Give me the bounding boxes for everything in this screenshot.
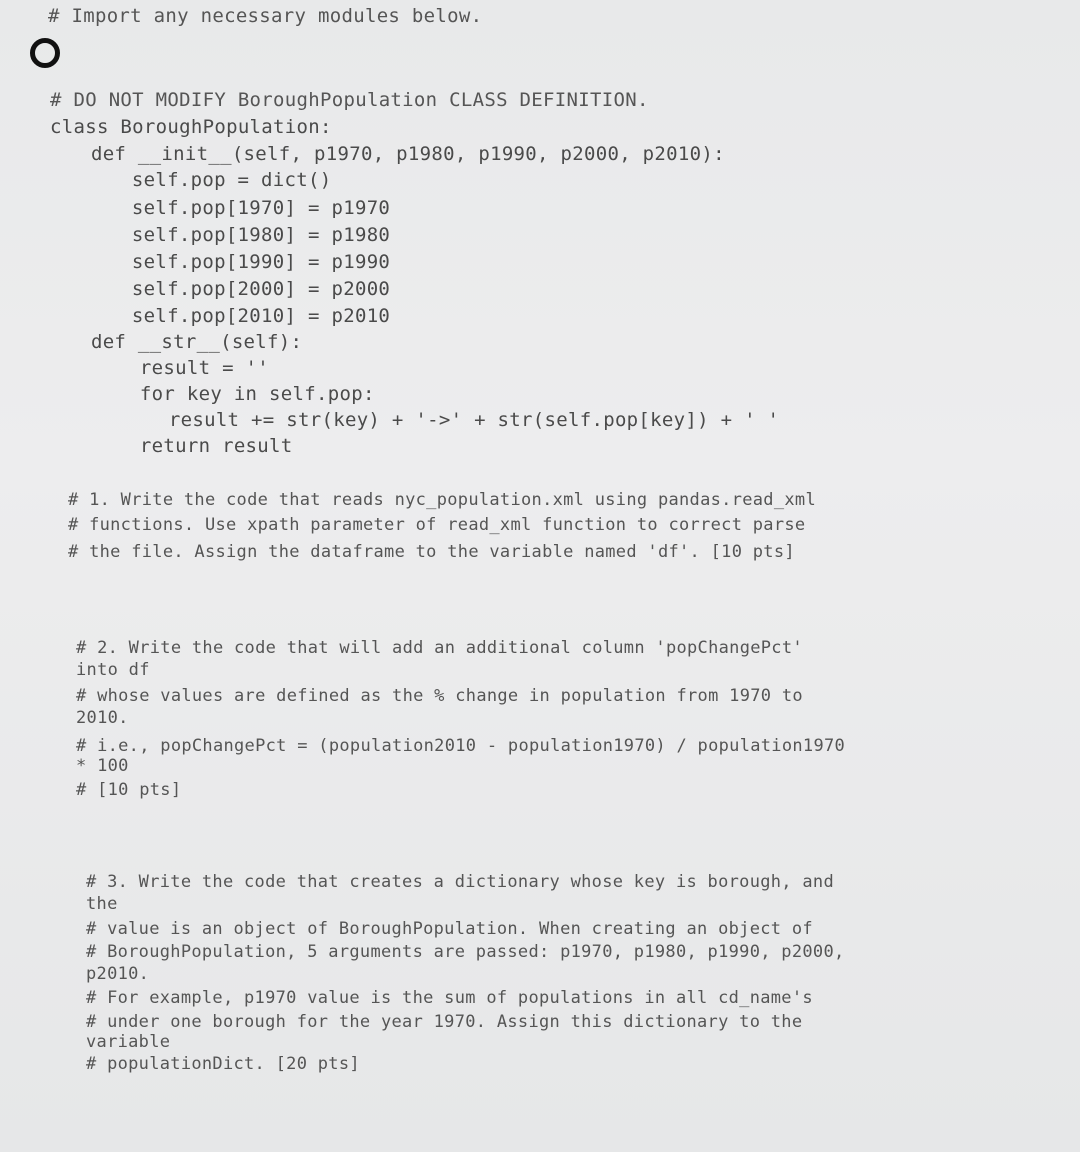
code-line[interactable]: self.pop[1990] = p1990 [38,251,391,273]
q2-comment-line[interactable]: 2010. [76,708,129,728]
code-line[interactable]: def __init__(self, p1970, p1980, p1990, p2000, p2010): [44,143,725,165]
q1-comment-line[interactable]: # 1. Write the code that reads nyc_population.xml using pandas.read_xml [68,490,816,510]
q2-comment-line[interactable]: # i.e., popChangePct = (population2010 - population1970) / population1970 [76,736,846,756]
q2-comment-line[interactable]: into df [76,660,150,680]
q1-comment-line[interactable]: # functions. Use xpath parameter of read_xml function to correct parse [68,515,806,535]
q3-comment-line[interactable]: the [86,894,118,914]
code-line[interactable]: result = '' [46,357,270,379]
code-line[interactable]: class BoroughPopulation: [50,116,332,138]
code-line[interactable]: return result [46,435,293,457]
import-comment-line[interactable]: # Import any necessary modules below. [48,5,483,27]
q3-comment-line[interactable]: # BoroughPopulation, 5 arguments are passed: p1970, p1980, p1990, p2000, [86,942,845,962]
q3-comment-line[interactable]: # value is an object of BoroughPopulation. When creating an object of [86,919,813,939]
q3-comment-line[interactable]: # 3. Write the code that creates a dictionary whose key is borough, and [86,872,834,892]
code-line[interactable]: self.pop[2010] = p2010 [38,305,391,327]
q2-comment-line[interactable]: # 2. Write the code that will add an additional column 'popChangePct' [76,638,803,658]
code-line[interactable]: self.pop[1980] = p1980 [38,224,391,246]
q3-comment-line[interactable]: variable [86,1032,171,1052]
q3-comment-line[interactable]: # under one borough for the year 1970. Assign this dictionary to the [86,1012,803,1032]
code-line[interactable]: self.pop[1970] = p1970 [38,197,391,219]
q2-comment-line[interactable]: * 100 [76,756,129,776]
q1-comment-line[interactable]: # the file. Assign the dataframe to the variable named 'df'. [10 pts] [68,542,795,562]
code-line[interactable]: for key in self.pop: [46,383,375,405]
q2-comment-line[interactable]: # whose values are defined as the % change in population from 1970 to [76,686,803,706]
code-line[interactable]: def __str__(self): [44,331,303,353]
q2-comment-line[interactable]: # [10 pts] [76,780,182,800]
q3-comment-line[interactable]: p2010. [86,964,150,984]
q3-comment-line[interactable]: # populationDict. [20 pts] [86,1054,360,1074]
code-line[interactable]: result += str(key) + '->' + str(self.pop[key]) + ' ' [28,409,780,431]
cell-status-circle-icon [30,38,60,68]
code-line[interactable]: # DO NOT MODIFY BoroughPopulation CLASS DEFINITION. [50,89,649,111]
code-line[interactable]: self.pop = dict() [38,169,332,191]
code-line[interactable]: self.pop[2000] = p2000 [38,278,391,300]
q3-comment-line[interactable]: # For example, p1970 value is the sum of populations in all cd_name's [86,988,813,1008]
